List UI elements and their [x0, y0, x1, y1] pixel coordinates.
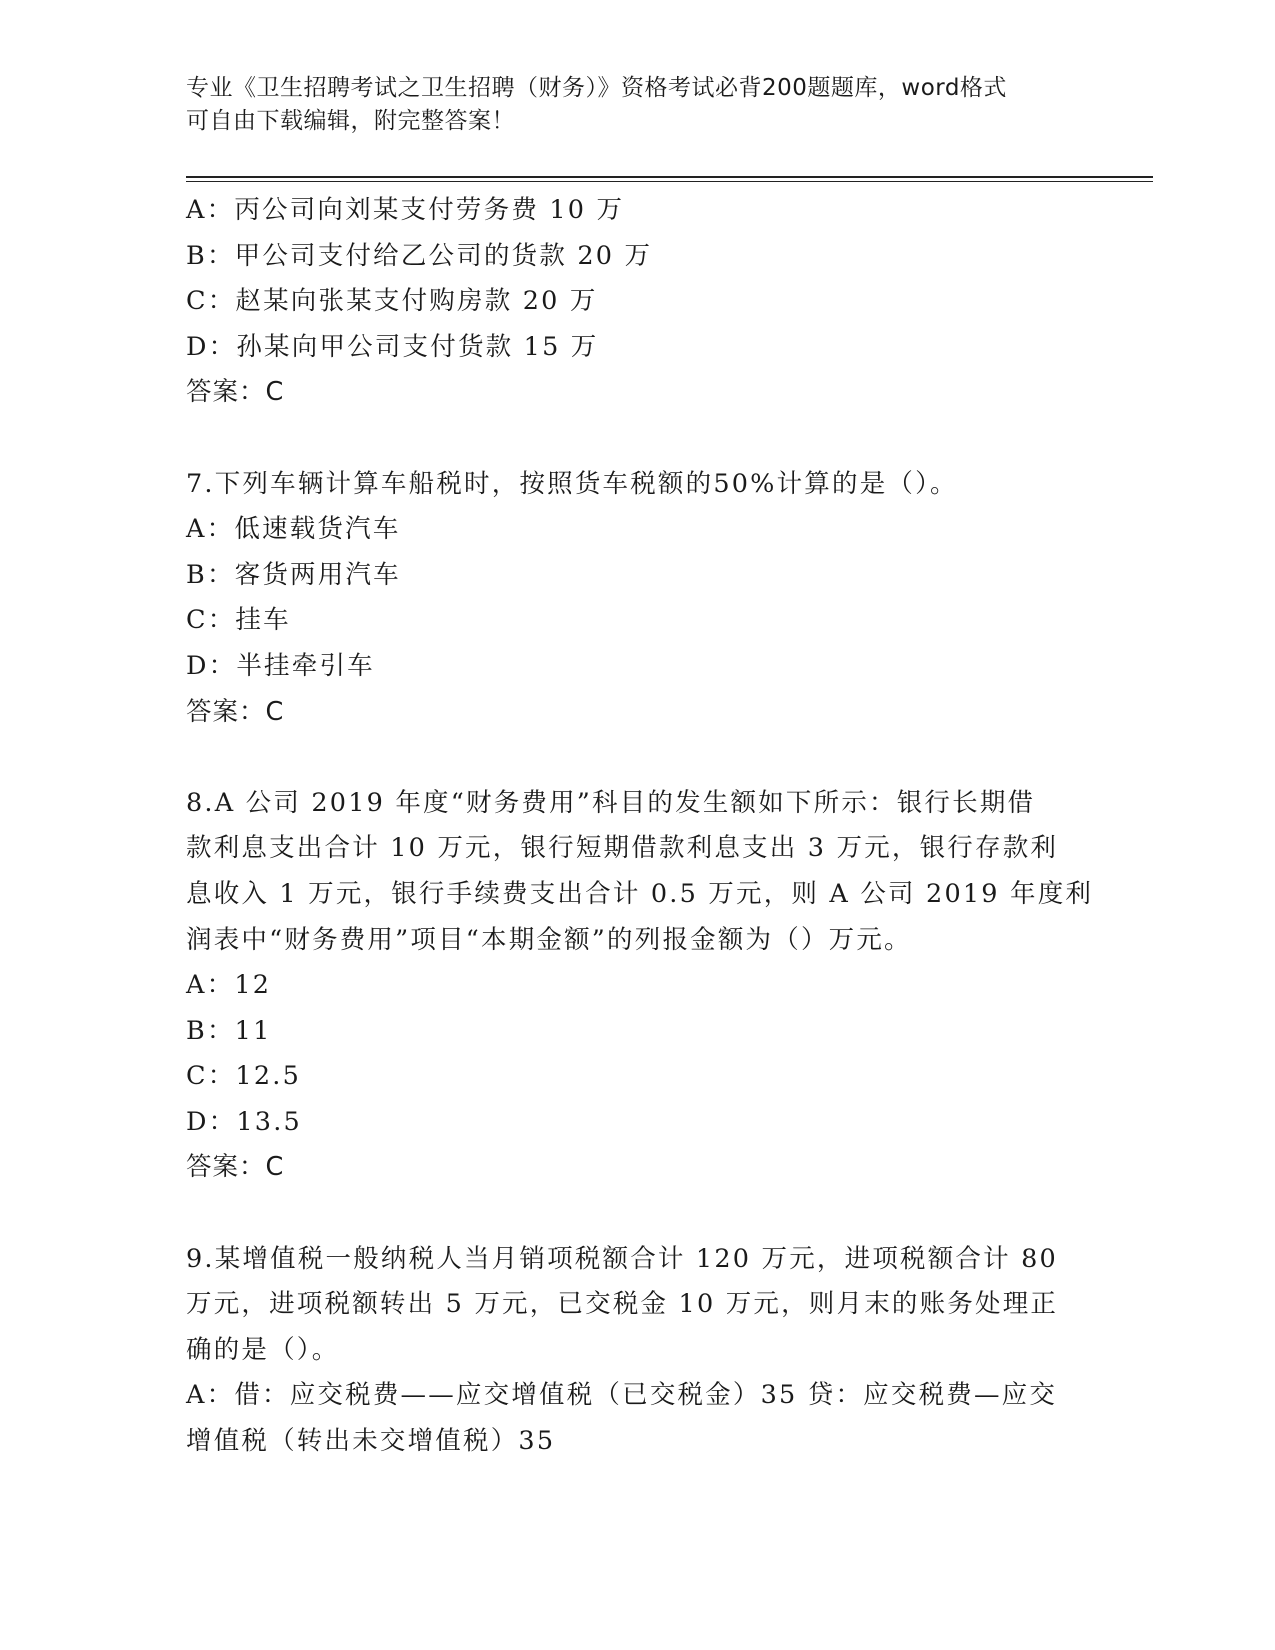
document-header: [186, 72, 1066, 138]
answer: 答案：C: [186, 377, 285, 408]
option-a: A：低速载货汽车: [186, 514, 401, 545]
question-9: [186, 1237, 1086, 1465]
question-stem-line: 确的是（）。: [186, 1334, 340, 1365]
option-a-line: 增值税（转出未交增值税）35: [186, 1426, 556, 1457]
option-c: C：挂车: [186, 605, 291, 636]
option-a: A：12: [186, 970, 272, 1001]
question-stem-line: 8.A 公司 2019 年度“财务费用”科目的发生额如下所示：银行长期借: [186, 787, 1036, 818]
question-8: [186, 781, 1094, 1191]
option-a-line: A：借：应交税费——应交增值税（已交税金）35 贷：应交税费—应交: [186, 1380, 1058, 1411]
question-7: [186, 462, 1086, 736]
question-stem-line: 润表中“财务费用”项目“本期金额”的列报金额为（）万元。: [186, 924, 912, 955]
answer: 答案：C: [186, 1152, 285, 1183]
answer: 答案：C: [186, 696, 285, 727]
option-c: C：12.5: [186, 1061, 301, 1092]
question-stem-line: 9.某增值税一般纳税人当月销项税额合计 120 万元，进项税额合计 80: [186, 1243, 1058, 1274]
option-c: C：赵某向张某支付购房款 20 万: [186, 286, 598, 317]
question-stem-line: 万元，进项税额转出 5 万元，已交税金 10 万元，则月末的账务处理正: [186, 1289, 1059, 1320]
question-6: [186, 188, 1086, 416]
question-list: [186, 188, 1094, 1465]
question-stem-line: 款利息支出合计 10 万元，银行短期借款利息支出 3 万元，银行存款利: [186, 833, 1059, 864]
option-b: B：甲公司支付给乙公司的货款 20 万: [186, 240, 653, 271]
option-d: D：孙某向甲公司支付货款 15 万: [186, 331, 599, 362]
question-stem: 7.下列车辆计算车船税时，按照货车税额的50%计算的是（）。: [186, 468, 958, 499]
option-d: D：13.5: [186, 1106, 302, 1137]
option-a: A：丙公司向刘某支付劳务费 10 万: [186, 195, 625, 225]
question-stem-line: 息收入 1 万元，银行手续费支出合计 0.5 万元，则 A 公司 2019 年度利: [186, 878, 1094, 909]
spacer: [186, 1191, 1086, 1237]
spacer: [186, 735, 1086, 781]
divider-thick-line: [186, 176, 1153, 178]
divider-thin-line: [186, 181, 1153, 182]
option-b: B：客货两用汽车: [186, 559, 401, 590]
option-d: D：半挂牵引车: [186, 650, 375, 681]
header-line-1: 专业《卫生招聘考试之卫生招聘（财务）》资格考试必背200题题库，word格式: [186, 75, 1007, 101]
header-line-2: 可自由下载编辑，附完整答案！: [186, 108, 515, 134]
header-divider: [186, 176, 1153, 182]
option-b: B：11: [186, 1015, 272, 1046]
spacer: [186, 416, 1086, 462]
